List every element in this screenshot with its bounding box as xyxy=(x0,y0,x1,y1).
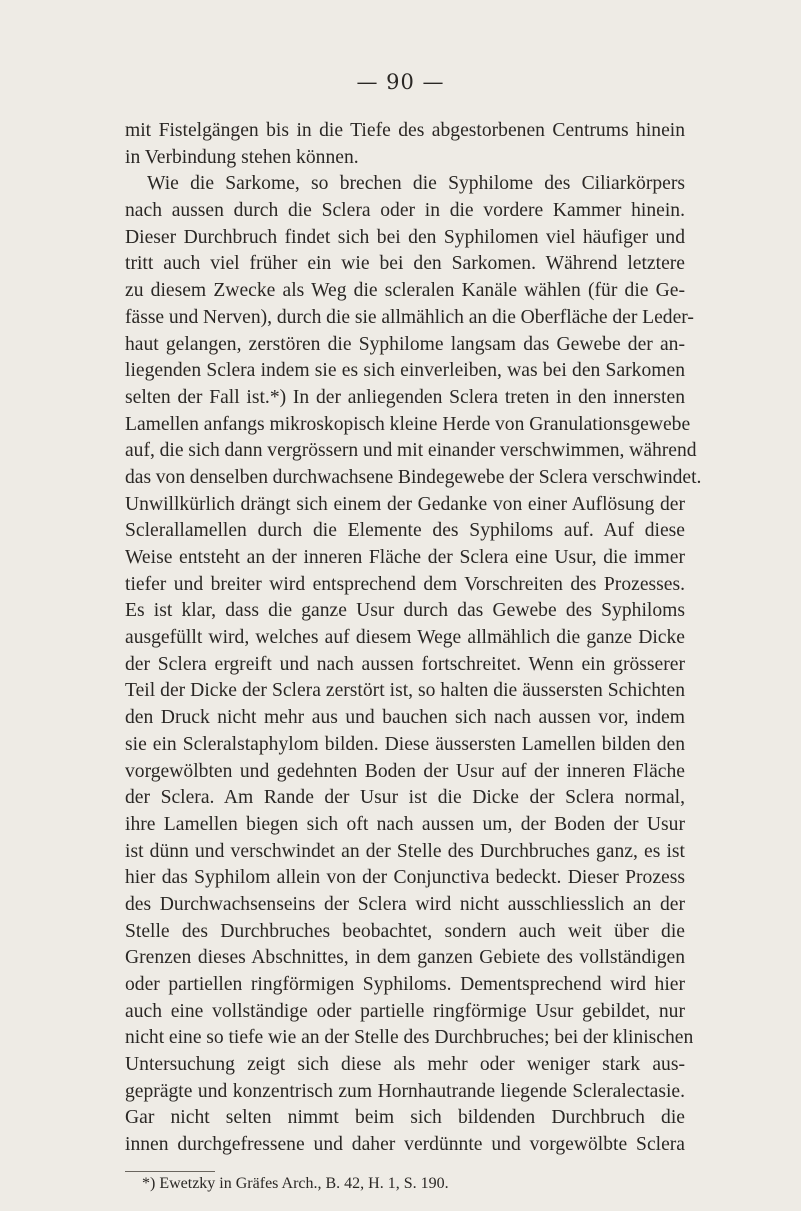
text-line: ausgefüllt wird, welches auf diesem Wege allmählich die ganze Dicke xyxy=(125,627,685,649)
text-line: auf, die sich dann vergrössern und mit einander verschwimmen, während xyxy=(125,440,697,462)
text-line: hier das Syphilom allein von der Conjunctiva bedeckt. Dieser Prozess xyxy=(125,867,685,889)
text-line: vorgewölbten und gedehnten Boden der Usur auf der inneren Fläche xyxy=(125,760,685,782)
text-line: oder partiellen ringförmigen Syphiloms. Dementsprechend wird hier xyxy=(125,974,685,995)
text-line: Wie die Sarkome, so brechen die Syphilome des Ciliarkörpers xyxy=(147,173,685,195)
text-line: fässe und Nerven), durch die sie allmählich an die Oberfläche der Leder- xyxy=(125,306,694,328)
text-line: in Verbindung stehen können. xyxy=(125,146,359,168)
text-line: Gar nicht selten nimmt beim sich bildenden Durchbruch die xyxy=(125,1107,685,1129)
text-line: nicht eine so tiefe wie an der Stelle des Durchbruches; bei der klinischen xyxy=(125,1027,694,1049)
text-line: Sclerallamellen durch die Elemente des Syphiloms auf. Auf diese xyxy=(125,520,685,542)
text-line: Unwillkürlich drängt sich einem der Gedanke von einer Auflösung der xyxy=(125,493,685,515)
text-line: Lamellen anfangs mikroskopisch kleine Herde von Granulationsgewebe xyxy=(125,413,691,435)
text-line: Es ist klar, dass die ganze Usur durch das Gewebe des Syphiloms xyxy=(125,600,685,622)
text-line: den Druck nicht mehr aus und bauchen sich nach aussen vor, indem xyxy=(125,707,685,729)
text-line: der Sclera ergreift und nach aussen fortschreitet. Wenn ein grösserer xyxy=(125,653,685,675)
text-line: zu diesem Zwecke als Weg die scleralen Kanäle wählen (für die Ge- xyxy=(125,280,685,302)
text-line: mit Fistelgängen bis in die Tiefe des abgestorbenen Centrums hinein xyxy=(125,120,685,141)
text-line: selten der Fall ist.*) In der anliegenden Sclera treten in den innersten xyxy=(125,386,685,408)
text-line: Grenzen dieses Abschnittes, in dem ganzen Gebiete des vollständigen xyxy=(125,947,685,969)
page-number: — 90 — xyxy=(356,70,445,94)
footnote-divider xyxy=(125,1171,215,1172)
text-line: der Sclera. Am Rande der Usur ist die Dicke der Sclera normal, xyxy=(125,787,685,809)
text-line: Stelle des Durchbruches beobachtet, sondern auch weit über die xyxy=(125,920,685,942)
text-line: nach aussen durch die Sclera oder in die vordere Kammer hinein. xyxy=(125,200,685,222)
text-line: sie ein Scleralstaphylom bilden. Diese äussersten Lamellen bilden den xyxy=(125,733,685,755)
text-line: haut gelangen, zerstören die Syphilome langsam das Gewebe der an- xyxy=(125,333,685,355)
text-line: Teil der Dicke der Sclera zerstört ist, so halten die äussersten Schichten xyxy=(125,680,685,702)
footnote: *) Ewetzky in Gräfes Arch., B. 42, H. 1, S. 190. xyxy=(142,1175,449,1192)
text-line: Untersuchung zeigt sich diese als mehr oder weniger stark aus- xyxy=(125,1054,685,1076)
text-line: Weise entsteht an der inneren Fläche der Sclera eine Usur, die immer xyxy=(125,547,685,568)
text-line: tiefer und breiter wird entsprechend dem Vorschreiten des Prozesses. xyxy=(125,573,685,595)
text-line: geprägte und konzentrisch zum Hornhautrande liegende Scleralectasie. xyxy=(125,1080,685,1102)
text-line: ist dünn und verschwindet an der Stelle des Durchbruches ganz, es ist xyxy=(125,840,685,862)
body-text xyxy=(125,118,702,1159)
text-line: das von denselben durchwachsene Bindegewebe der Sclera verschwindet. xyxy=(125,466,702,488)
text-line: des Durchwachsenseins der Sclera wird nicht ausschliesslich an der xyxy=(125,893,685,915)
text-line: auch eine vollständige oder partielle ringförmige Usur gebildet, nur xyxy=(125,1000,685,1022)
text-line: Dieser Durchbruch findet sich bei den Syphilomen viel häufiger und xyxy=(125,226,685,248)
text-line: tritt auch viel früher ein wie bei den Sarkomen. Während letztere xyxy=(125,253,685,275)
text-line: liegenden Sclera indem sie es sich einverleiben, was bei den Sarkomen xyxy=(125,360,685,382)
text-line: ihre Lamellen biegen sich oft nach aussen um, der Boden der Usur xyxy=(125,813,685,835)
text-line: innen durchgefressene und daher verdünnte und vorgewölbte Sclera xyxy=(125,1134,685,1156)
